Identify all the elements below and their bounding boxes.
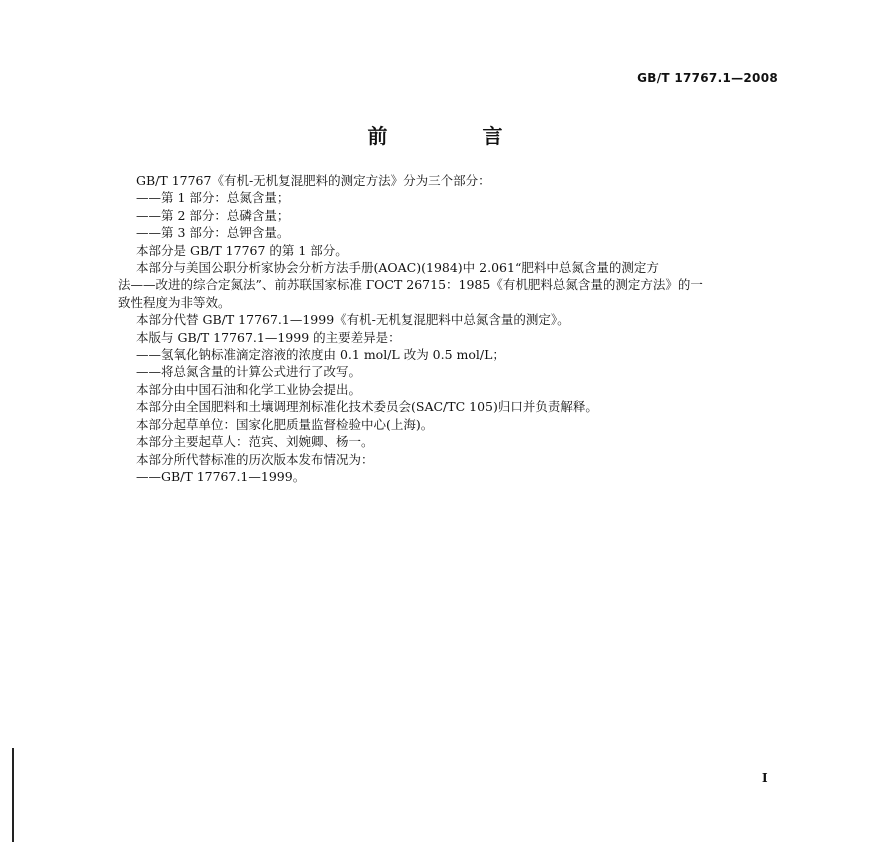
paragraph-part-statement: 本部分是 GB/T 17767 的第 1 部分。 [136, 242, 348, 258]
page-number: I [762, 771, 768, 785]
paragraph-drafting-unit: 本部分起草单位：国家化肥质量监督检验中心(上海)。 [136, 416, 434, 432]
list-item-difference-1: ——氢氧化钠标准滴定溶液的浓度由 0.1 mol/L 改为 0.5 mol/L； [136, 347, 505, 363]
foreword-body [118, 172, 798, 485]
paragraph-administered-by: 本部分由全国肥料和土壤调理剂标准化技术委员会(SAC/TC 105)归口并负责解释。 [136, 399, 598, 415]
list-item-part-1: ——第 1 部分：总氮含量； [136, 190, 290, 206]
paragraph-drafters: 本部分主要起草人：范宾、刘婉卿、杨一。 [136, 434, 374, 450]
list-item-difference-2: ——将总氮含量的计算公式进行了改写。 [136, 364, 362, 380]
page-heading: 前 言 [367, 124, 547, 148]
list-item-part-3: ——第 3 部分：总钾含量。 [136, 225, 290, 241]
paragraph-intro: GB/T 17767《有机-无机复混肥料的测定方法》分为三个部分： [136, 173, 491, 188]
standard-code: GB/T 17767.1—2008 [637, 71, 778, 85]
scan-edge-line [12, 748, 14, 842]
paragraph-history: 本部分所代替标准的历次版本发布情况为： [136, 451, 374, 467]
paragraph-equivalence-line-3: 致性程度为非等效。 [118, 294, 231, 310]
paragraph-proposed-by: 本部分由中国石油和化学工业协会提出。 [136, 381, 362, 397]
paragraph-equivalence-line-1: 本部分与美国公职分析家协会分析方法手册(AOAC)(1984)中 2.061“肥料中总氮含量的测定方 [136, 260, 659, 276]
paragraph-differences: 本版与 GB/T 17767.1—1999 的主要差异是： [136, 329, 401, 345]
list-item-history-1: ——GB/T 17767.1—1999。 [136, 468, 306, 484]
paragraph-replaces: 本部分代替 GB/T 17767.1—1999《有机-无机复混肥料中总氮含量的测定》。 [136, 312, 570, 328]
paragraph-equivalence-line-2: 法——改进的综合定氮法”、前苏联国家标准 ГОСТ 26715：1985《有机肥料总氮含量的测定方法》的一 [118, 277, 703, 293]
list-item-part-2: ——第 2 部分：总磷含量； [136, 207, 290, 223]
